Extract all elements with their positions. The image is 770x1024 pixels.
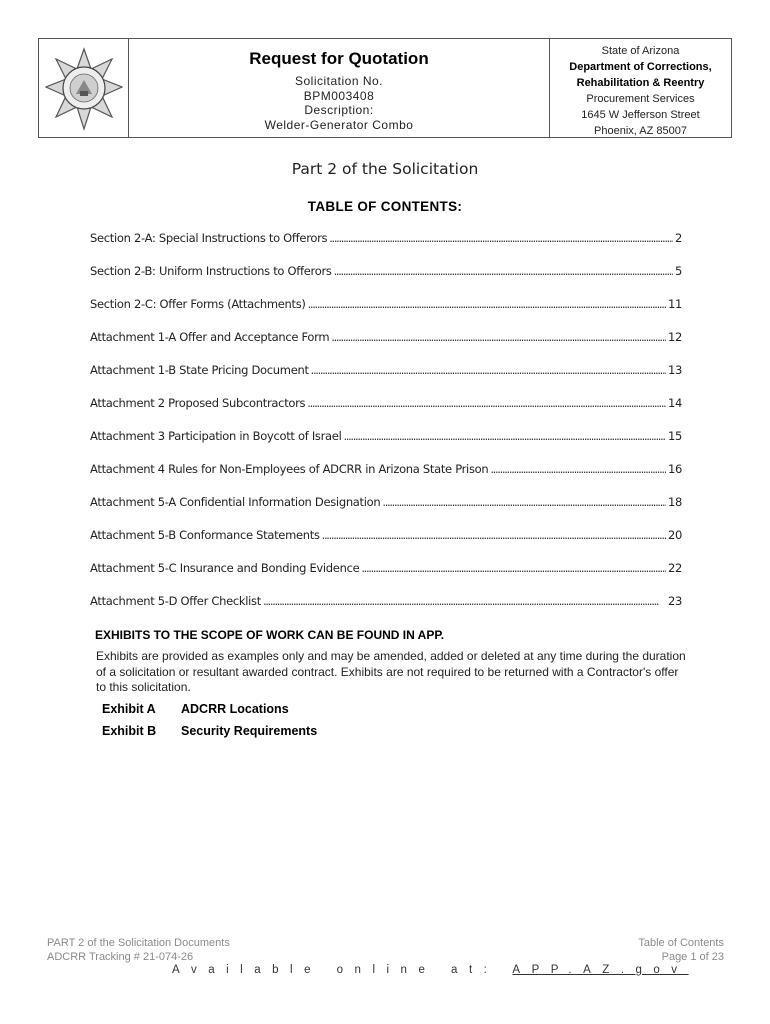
toc-entry[interactable] bbox=[90, 264, 682, 297]
toc-entry-page: 20 bbox=[667, 528, 682, 542]
toc-entry-title: Attachment 5-D Offer Checklist bbox=[90, 594, 261, 608]
footer-right bbox=[638, 936, 724, 964]
footer-document-name: PART 2 of the Solicitation Documents bbox=[47, 937, 230, 949]
toc-entry-title: Section 2-C: Offer Forms (Attachments) bbox=[90, 297, 306, 311]
exhibit-row bbox=[102, 702, 289, 716]
toc-leader bbox=[263, 594, 666, 608]
toc-entry-title: Attachment 5-A Confidential Information Designation bbox=[90, 495, 381, 509]
toc-leader bbox=[329, 231, 673, 245]
toc-entry-title: Attachment 3 Participation in Boycott of Israel bbox=[90, 429, 342, 443]
toc-entry-page: 12 bbox=[667, 330, 682, 344]
toc-entry-page: 15 bbox=[667, 429, 682, 443]
toc-leader bbox=[382, 495, 666, 509]
document-title: Request for Quotation bbox=[249, 49, 429, 68]
toc-leader bbox=[307, 396, 666, 410]
toc-entry-page: 11 bbox=[667, 297, 682, 311]
toc-entry-title: Attachment 4 Rules for Non-Employees of ADCRR in Arizona State Prison bbox=[90, 462, 489, 476]
footer-app-link[interactable]: APP.AZ.gov bbox=[512, 964, 689, 976]
toc-entry-page: 18 bbox=[667, 495, 682, 509]
toc-entry-title: Section 2-A: Special Instructions to Offerors bbox=[90, 231, 328, 245]
exhibit-id: Exhibit B bbox=[102, 724, 157, 738]
toc-entry[interactable] bbox=[90, 297, 682, 330]
toc-leader bbox=[490, 462, 666, 476]
toc-leader bbox=[361, 561, 666, 575]
toc-entry-page: 16 bbox=[667, 462, 682, 476]
footer-section-name: Table of Contents bbox=[638, 937, 724, 949]
header-box bbox=[38, 38, 732, 138]
toc-entry[interactable] bbox=[90, 594, 682, 627]
toc-entry[interactable] bbox=[90, 396, 682, 429]
agency-division: Procurement Services bbox=[586, 93, 695, 105]
footer-left bbox=[47, 936, 230, 964]
toc-entry[interactable] bbox=[90, 429, 682, 462]
agency-street: 1645 W Jefferson Street bbox=[581, 109, 700, 121]
logo-cell bbox=[39, 39, 129, 137]
toc-heading: TABLE OF CONTENTS: bbox=[307, 199, 463, 214]
agency-department-line1: Department of Corrections, bbox=[569, 61, 712, 73]
toc-leader bbox=[311, 363, 666, 377]
toc-entry-title: Attachment 5-C Insurance and Bonding Evidence bbox=[90, 561, 360, 575]
toc-entry-title: Attachment 1-A Offer and Acceptance Form bbox=[90, 330, 330, 344]
agency-department-line2: Rehabilitation & Reentry bbox=[576, 77, 705, 89]
toc-entry-page: 2 bbox=[674, 231, 682, 245]
toc-leader bbox=[322, 528, 666, 542]
part-title: Part 2 of the Solicitation bbox=[291, 160, 479, 178]
footer-available-text: Available online at: bbox=[172, 964, 499, 976]
exhibit-row bbox=[102, 724, 317, 738]
solicitation-number: BPM003408 bbox=[303, 88, 375, 103]
footer-page-number: Page 1 of 23 bbox=[661, 951, 724, 963]
toc-entry-page: 22 bbox=[667, 561, 682, 575]
toc-leader bbox=[331, 330, 666, 344]
description-value: Welder-Generator Combo bbox=[264, 117, 414, 132]
toc-entry-title: Attachment 2 Proposed Subcontractors bbox=[90, 396, 306, 410]
toc-entry-title: Section 2-B: Uniform Instructions to Offerors bbox=[90, 264, 332, 278]
agency-state: State of Arizona bbox=[601, 45, 680, 57]
toc-entry-page: 23 bbox=[667, 594, 682, 608]
toc-leader bbox=[334, 264, 673, 278]
toc-entry[interactable] bbox=[90, 495, 682, 528]
toc-entry[interactable] bbox=[90, 528, 682, 561]
exhibits-heading: EXHIBITS TO THE SCOPE OF WORK CAN BE FOUND IN APP. bbox=[95, 628, 445, 642]
department-seal-icon bbox=[45, 47, 123, 131]
toc-leader bbox=[343, 429, 665, 443]
toc-entry-page: 14 bbox=[667, 396, 682, 410]
toc-entry-title: Attachment 1-B State Pricing Document bbox=[90, 363, 309, 377]
exhibit-name: ADCRR Locations bbox=[181, 702, 289, 716]
agency-city: Phoenix, AZ 85007 bbox=[594, 125, 687, 137]
toc-entry[interactable] bbox=[90, 561, 682, 594]
agency-block bbox=[550, 39, 731, 137]
solicitation-label: Solicitation No. bbox=[294, 74, 384, 88]
toc-leader bbox=[308, 297, 666, 311]
description-label: Description: bbox=[304, 103, 374, 117]
toc-entry[interactable] bbox=[90, 363, 682, 396]
toc-entry-page: 5 bbox=[674, 264, 682, 278]
footer-tracking-number: ADCRR Tracking # 21-074-26 bbox=[47, 951, 194, 963]
header-title-block bbox=[129, 39, 550, 137]
toc-entry[interactable] bbox=[90, 462, 682, 495]
exhibit-id: Exhibit A bbox=[102, 702, 156, 716]
toc-entry-page: 13 bbox=[667, 363, 682, 377]
footer-availability bbox=[172, 964, 689, 976]
toc-entry[interactable] bbox=[90, 330, 682, 363]
toc-entry[interactable] bbox=[90, 231, 682, 264]
toc-entry-title: Attachment 5-B Conformance Statements bbox=[90, 528, 320, 542]
exhibits-note: Exhibits are provided as examples only and may be amended, added or deleted at any time during the duration of a solicitation or resultant awarded contract. Exhibits are not required to be returned with a Contractor's offer to this solicitation. bbox=[96, 649, 686, 694]
table-of-contents bbox=[90, 231, 682, 627]
exhibit-name: Security Requirements bbox=[181, 724, 318, 738]
